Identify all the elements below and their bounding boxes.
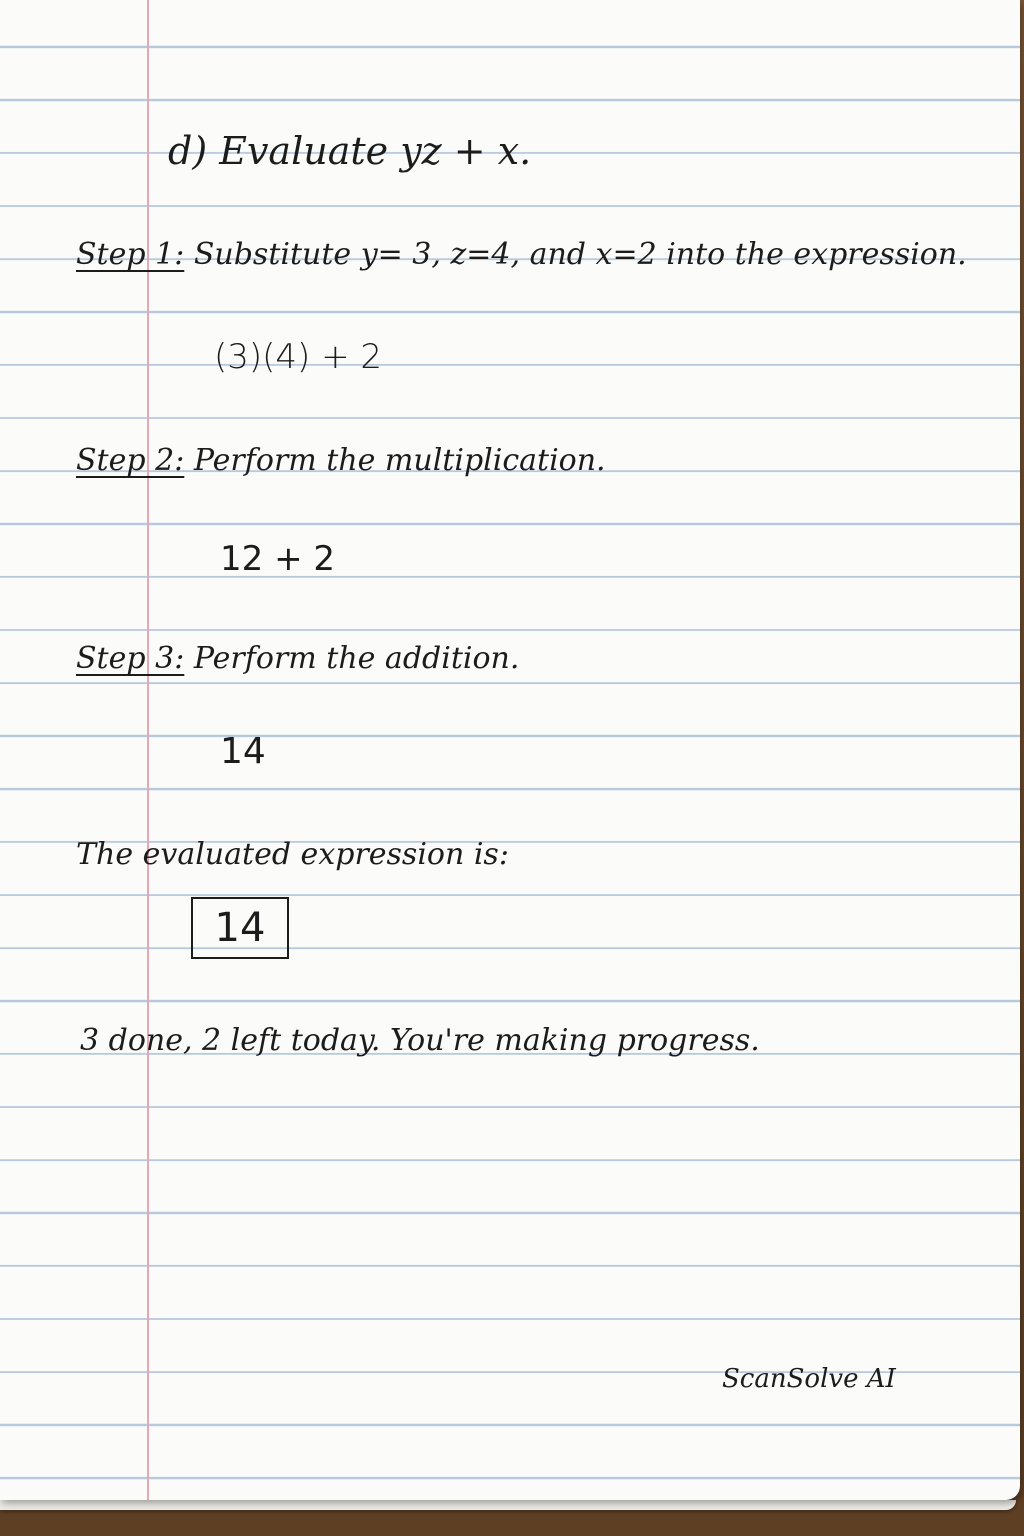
margin-line [147,0,149,1500]
step-3-text: Perform the addition. [193,641,520,676]
step-3-work: 14 [220,731,266,772]
step-3 [76,641,520,676]
step-1 [76,237,967,272]
progress-note: 3 done, 2 left today. You're making progress. [80,1023,760,1058]
step-3-label: Step 3: [76,641,185,676]
step-2-work: 12 + 2 [220,539,335,579]
step-1-text: Substitute y= 3, z=4, and x=2 into the expression. [193,237,967,272]
step-1-work: (3)(4) + 2 [214,337,383,377]
conclusion-text: The evaluated expression is: [76,837,509,872]
step-2-label: Step 2: [76,443,185,478]
step-2 [76,443,606,478]
step-2-text: Perform the multiplication. [193,443,606,478]
step-1-label: Step 1: [76,237,185,272]
problem-title: d) Evaluate yz + x. [168,129,532,173]
brand-signature: ScanSolve AI [722,1364,896,1394]
page-edge [0,1500,1016,1510]
boxed-answer: 14 [191,897,289,959]
